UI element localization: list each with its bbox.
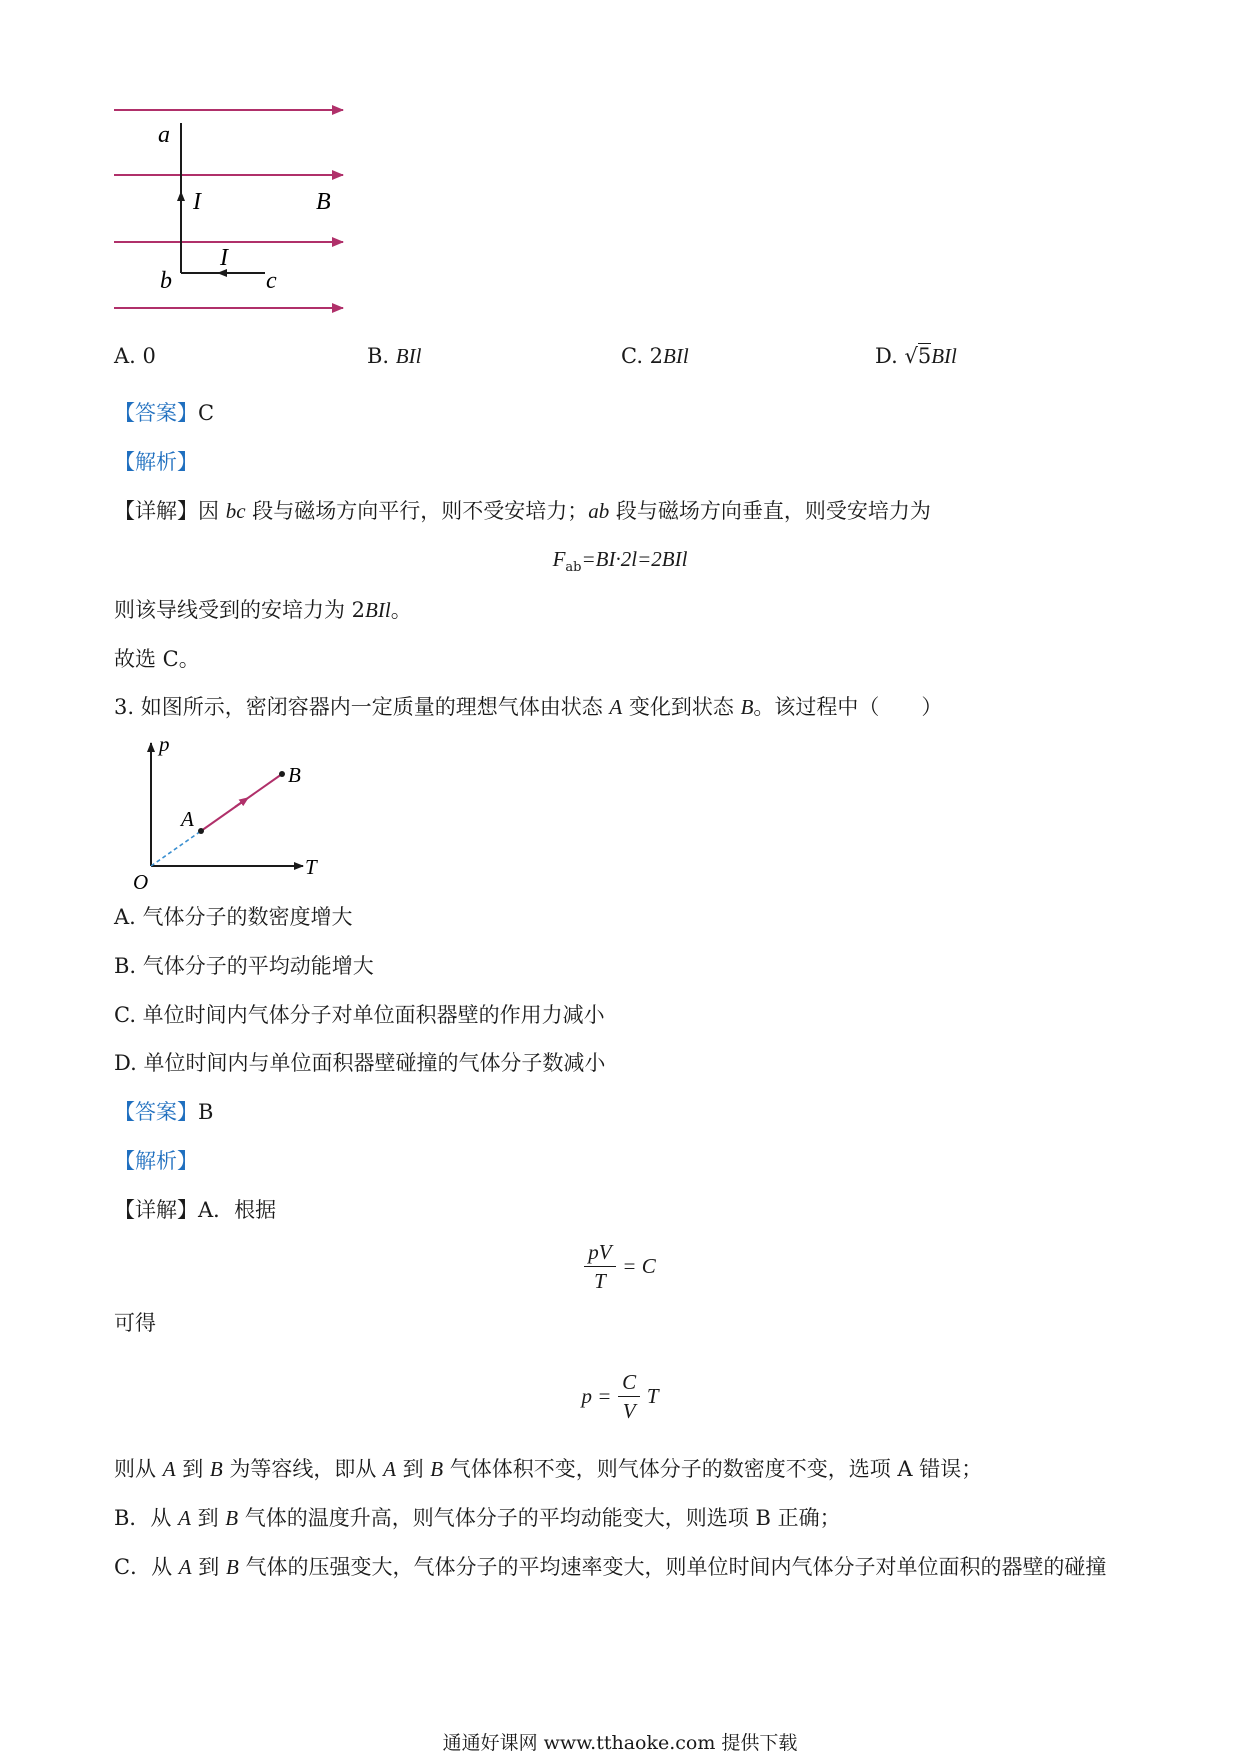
q3-explain-b: B．从 A 到 B 气体的温度升高，则气体分子的平均动能变大，则选项 B 正确； bbox=[114, 1506, 841, 1530]
label-a: a bbox=[158, 122, 170, 148]
formula-pressure: p = $\frac{C}{V}$ T bbox=[581, 1370, 659, 1423]
label-p: p bbox=[159, 735, 170, 756]
label-I-horizontal: I bbox=[220, 245, 228, 271]
q2-conclusion: 则该导线受到的安培力为 2BIl。 bbox=[114, 598, 412, 622]
field-wire-diagram bbox=[100, 95, 360, 320]
label-B-field: B bbox=[316, 189, 331, 215]
formula-ideal-gas: $\frac{pV}{T}$ = C bbox=[0, 1238, 1240, 1295]
p-t-graph bbox=[125, 735, 335, 895]
label-I-vertical: I bbox=[193, 189, 201, 215]
q3-detail: 【详解】A．根据 bbox=[114, 1198, 277, 1222]
field-lines bbox=[114, 110, 343, 308]
q3-option-c: C. 单位时间内气体分子对单位面积器壁的作用力减小 bbox=[114, 1003, 605, 1027]
q3-answer: 【答案】B bbox=[114, 1100, 214, 1124]
option-d: D. √5BIl bbox=[875, 344, 957, 368]
q2-formula: $F_{ab}=BI\cdot 2l=2BIl$ bbox=[552, 547, 688, 576]
q3-explain-c: C．从 A 到 B 气体的压强变大，气体分子的平均速率变大，则单位时间内气体分子对单位面积的器壁的碰撞 bbox=[114, 1555, 1107, 1579]
option-b: B. BIl bbox=[367, 344, 422, 368]
option-a: A. 0 bbox=[114, 344, 156, 368]
point-b bbox=[279, 771, 285, 777]
point-a bbox=[198, 828, 204, 834]
q3-option-d: D. 单位时间内与单位面积器壁碰撞的气体分子数减小 bbox=[114, 1051, 606, 1075]
q3-explain-a: 则从 A 到 B 为等容线，即从 A 到 B 气体体积不变，则气体分子的数密度不变，选项 A 错误； bbox=[114, 1457, 983, 1481]
sqrt-symbol: √ bbox=[904, 344, 918, 368]
q3-option-a: A. 气体分子的数密度增大 bbox=[114, 905, 353, 929]
label-c: c bbox=[266, 268, 277, 294]
extension-dashed-line bbox=[151, 831, 201, 866]
label-B: B bbox=[288, 763, 301, 787]
q3-analysis-label: 【解析】 bbox=[114, 1149, 198, 1173]
q2-answer: 【答案】C bbox=[114, 401, 215, 425]
q3-option-b: B. 气体分子的平均动能增大 bbox=[114, 954, 374, 978]
label-b: b bbox=[160, 268, 172, 294]
option-c: C. 2BIl bbox=[621, 344, 689, 368]
label-O: O bbox=[133, 870, 149, 894]
q3-stem: 3. 如图所示，密闭容器内一定质量的理想气体由状态 A 变化到状态 B。该过程中（ ） bbox=[114, 695, 943, 719]
q2-analysis-label: 【解析】 bbox=[114, 450, 198, 474]
q2-detail: 【详解】因 bc 段与磁场方向平行，则不受安培力；ab 段与磁场方向垂直，则受安培力为 bbox=[114, 499, 931, 523]
q3-kede: 可得 bbox=[114, 1311, 156, 1335]
label-A: A bbox=[181, 807, 194, 831]
footer-watermark: 通通好课网 www.tthaoke.com 提供下载 bbox=[442, 1732, 798, 1754]
q2-choose: 故选 C。 bbox=[114, 647, 200, 671]
label-T: T bbox=[305, 855, 317, 879]
